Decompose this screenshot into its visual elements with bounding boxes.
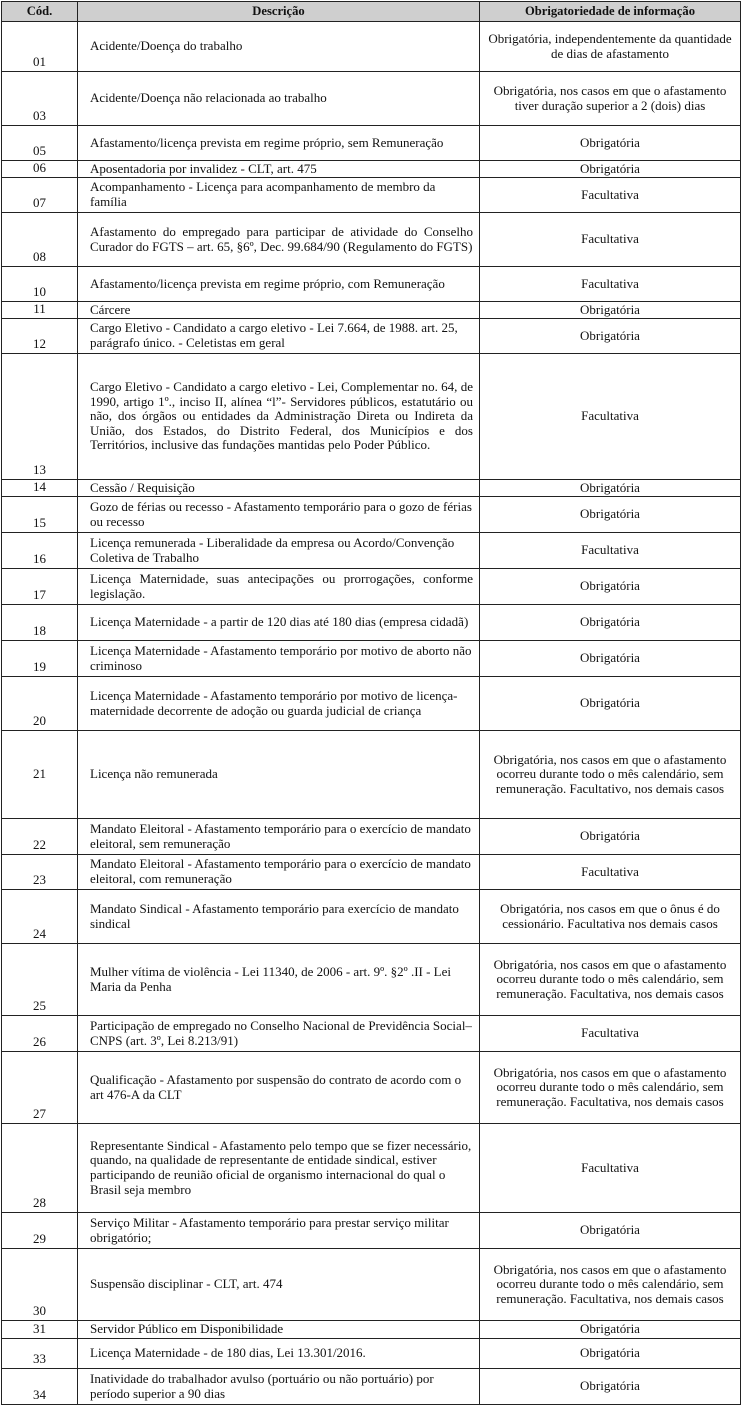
row-obligation: Facultativa bbox=[480, 855, 741, 890]
table-row bbox=[2, 1339, 741, 1369]
row-obligation: Obrigatória bbox=[480, 480, 741, 497]
row-description: Acidente/Doença do trabalho bbox=[78, 22, 480, 72]
row-obligation: Obrigatória bbox=[480, 319, 741, 354]
row-description: Suspensão disciplinar - CLT, art. 474 bbox=[78, 1249, 480, 1321]
table-row bbox=[2, 161, 741, 178]
row-description: Mandato Sindical - Afastamento temporário para exercício de mandato sindical bbox=[78, 890, 480, 944]
row-code: 12 bbox=[2, 319, 78, 354]
row-code: 34 bbox=[2, 1369, 78, 1405]
table-row bbox=[2, 126, 741, 161]
table-row bbox=[2, 569, 741, 605]
row-description: Licença Maternidade, suas antecipações ou prorrogações, conforme legislação. bbox=[78, 569, 480, 605]
table-row bbox=[2, 641, 741, 677]
table-row bbox=[2, 480, 741, 497]
row-code: 26 bbox=[2, 1016, 78, 1052]
row-obligation: Facultativa bbox=[480, 1016, 741, 1052]
row-code: 10 bbox=[2, 267, 78, 302]
row-code: 24 bbox=[2, 890, 78, 944]
row-code: 15 bbox=[2, 497, 78, 533]
table-row bbox=[2, 1369, 741, 1405]
row-description: Participação de empregado no Conselho Nacional de Previdência Social–CNPS (art. 3º, Lei 8.213/91) bbox=[78, 1016, 480, 1052]
row-obligation: Facultativa bbox=[480, 213, 741, 267]
row-code: 06 bbox=[2, 161, 78, 178]
row-obligation: Obrigatória bbox=[480, 641, 741, 677]
row-description: Mulher vítima de violência - Lei 11340, de 2006 - art. 9º. §2º .II - Lei Maria da Penha bbox=[78, 944, 480, 1016]
row-code: 33 bbox=[2, 1339, 78, 1369]
table-row bbox=[2, 319, 741, 354]
row-obligation: Obrigatória, independentemente da quantidade de dias de afastamento bbox=[480, 22, 741, 72]
row-code: 03 bbox=[2, 72, 78, 126]
header-obligation: Obrigatoriedade de informação bbox=[480, 2, 741, 22]
row-obligation: Obrigatória, nos casos em que o afastamento tiver duração superior a 2 (dois) dias bbox=[480, 72, 741, 126]
row-code: 19 bbox=[2, 641, 78, 677]
table-row bbox=[2, 605, 741, 641]
row-description: Aposentadoria por invalidez - CLT, art. 475 bbox=[78, 161, 480, 178]
row-description: Mandato Eleitoral - Afastamento temporário para o exercício de mandato eleitoral, com remuneração bbox=[78, 855, 480, 890]
row-description: Serviço Militar - Afastamento temporário para prestar serviço militar obrigatório; bbox=[78, 1213, 480, 1249]
row-obligation: Obrigatória, nos casos em que o afastamento ocorreu durante todo o mês calendário, sem remuneração. Facultativa, nos demais casos bbox=[480, 1249, 741, 1321]
row-description: Representante Sindical - Afastamento pelo tempo que se fizer necessário, quando, na qualidade de representante de entidade sindical, estiver participando de reunião oficial de organismo internacional do qual o Brasil seja membro bbox=[78, 1124, 480, 1213]
header-code: Cód. bbox=[2, 2, 78, 22]
header-row bbox=[2, 2, 741, 22]
row-obligation: Obrigatória, nos casos em que o afastamento ocorreu durante todo o mês calendário, sem remuneração. Facultativa, nos demais casos bbox=[480, 944, 741, 1016]
row-description: Cárcere bbox=[78, 302, 480, 319]
row-obligation: Obrigatória, nos casos em que o afastamento ocorreu durante todo o mês calendário, sem remuneração. Facultativo, nos demais casos bbox=[480, 731, 741, 819]
row-code: 22 bbox=[2, 819, 78, 855]
leave-codes-table bbox=[1, 1, 741, 1405]
table-row bbox=[2, 354, 741, 480]
row-code: 11 bbox=[2, 302, 78, 319]
row-code: 05 bbox=[2, 126, 78, 161]
row-code: 29 bbox=[2, 1213, 78, 1249]
row-code: 16 bbox=[2, 533, 78, 569]
row-description: Gozo de férias ou recesso - Afastamento temporário para o gozo de férias ou recesso bbox=[78, 497, 480, 533]
row-description: Licença Maternidade - a partir de 120 dias até 180 dias (empresa cidadã) bbox=[78, 605, 480, 641]
row-code: 14 bbox=[2, 480, 78, 497]
row-description: Qualificação - Afastamento por suspensão do contrato de acordo com o art 476-A da CLT bbox=[78, 1052, 480, 1124]
row-code: 17 bbox=[2, 569, 78, 605]
row-description: Afastamento do empregado para participar de atividade do Conselho Curador do FGTS – art. 65, §6º, Dec. 99.684/90 (Regulamento do FGTS) bbox=[78, 213, 480, 267]
table-row bbox=[2, 267, 741, 302]
row-code: 23 bbox=[2, 855, 78, 890]
row-obligation: Obrigatória bbox=[480, 819, 741, 855]
row-code: 07 bbox=[2, 178, 78, 213]
row-description: Servidor Público em Disponibilidade bbox=[78, 1321, 480, 1339]
row-obligation: Obrigatória bbox=[480, 126, 741, 161]
row-code: 27 bbox=[2, 1052, 78, 1124]
row-code: 30 bbox=[2, 1249, 78, 1321]
row-obligation: Obrigatória bbox=[480, 569, 741, 605]
row-description: Inatividade do trabalhador avulso (portuário ou não portuário) por período superior a 90 dias bbox=[78, 1369, 480, 1405]
row-code: 31 bbox=[2, 1321, 78, 1339]
row-code: 18 bbox=[2, 605, 78, 641]
table-row bbox=[2, 1213, 741, 1249]
row-code: 25 bbox=[2, 944, 78, 1016]
row-description: Cargo Eletivo - Candidato a cargo eletivo - Lei, Complementar no. 64, de 1990, artigo 1º., inciso II, alínea “l”- Servidores públicos, estatutário ou não, dos órgãos ou entidades da Administração Direta ou Indireta da União, dos Estados, do Distrito Federal, dos Municípios e dos Territórios, inclusive das fundações mantidas pelo Poder Público. bbox=[78, 354, 480, 480]
row-obligation: Obrigatória bbox=[480, 1321, 741, 1339]
row-description: Cargo Eletivo - Candidato a cargo eletivo - Lei 7.664, de 1988. art. 25, parágrafo único. - Celetistas em geral bbox=[78, 319, 480, 354]
row-obligation: Facultativa bbox=[480, 1124, 741, 1213]
row-obligation: Obrigatória bbox=[480, 605, 741, 641]
row-obligation: Facultativa bbox=[480, 178, 741, 213]
table-row bbox=[2, 855, 741, 890]
row-obligation: Facultativa bbox=[480, 354, 741, 480]
header-description: Descrição bbox=[78, 2, 480, 22]
row-code: 08 bbox=[2, 213, 78, 267]
table-row bbox=[2, 1249, 741, 1321]
row-code: 28 bbox=[2, 1124, 78, 1213]
row-description: Licença Maternidade - de 180 dias, Lei 13.301/2016. bbox=[78, 1339, 480, 1369]
row-description: Cessão / Requisição bbox=[78, 480, 480, 497]
row-description: Acompanhamento - Licença para acompanhamento de membro da família bbox=[78, 178, 480, 213]
row-obligation: Obrigatória bbox=[480, 1339, 741, 1369]
table-row bbox=[2, 819, 741, 855]
row-obligation: Obrigatória bbox=[480, 497, 741, 533]
row-description: Mandato Eleitoral - Afastamento temporário para o exercício de mandato eleitoral, sem remuneração bbox=[78, 819, 480, 855]
row-obligation: Facultativa bbox=[480, 267, 741, 302]
table-row bbox=[2, 497, 741, 533]
table-row bbox=[2, 302, 741, 319]
row-code: 21 bbox=[2, 731, 78, 819]
table-row bbox=[2, 890, 741, 944]
table-row bbox=[2, 1321, 741, 1339]
table-row bbox=[2, 178, 741, 213]
row-obligation: Obrigatória, nos casos em que o afastamento ocorreu durante todo o mês calendário, sem remuneração. Facultativa, nos demais casos bbox=[480, 1052, 741, 1124]
row-description: Licença não remunerada bbox=[78, 731, 480, 819]
table-row bbox=[2, 22, 741, 72]
table-row bbox=[2, 1016, 741, 1052]
row-description: Afastamento/licença prevista em regime próprio, sem Remuneração bbox=[78, 126, 480, 161]
row-description: Licença Maternidade - Afastamento temporário por motivo de licença-maternidade decorrente de adoção ou guarda judicial de criança bbox=[78, 677, 480, 731]
table-row bbox=[2, 1052, 741, 1124]
row-description: Licença remunerada - Liberalidade da empresa ou Acordo/Convenção Coletiva de Trabalho bbox=[78, 533, 480, 569]
row-code: 01 bbox=[2, 22, 78, 72]
table-row bbox=[2, 677, 741, 731]
row-obligation: Obrigatória, nos casos em que o ônus é do cessionário. Facultativa nos demais casos bbox=[480, 890, 741, 944]
table-row bbox=[2, 944, 741, 1016]
row-obligation: Facultativa bbox=[480, 533, 741, 569]
row-obligation: Obrigatória bbox=[480, 1369, 741, 1405]
table-row bbox=[2, 533, 741, 569]
row-code: 20 bbox=[2, 677, 78, 731]
row-obligation: Obrigatória bbox=[480, 1213, 741, 1249]
row-description: Licença Maternidade - Afastamento temporário por motivo de aborto não criminoso bbox=[78, 641, 480, 677]
row-code: 13 bbox=[2, 354, 78, 480]
row-obligation: Obrigatória bbox=[480, 161, 741, 178]
row-obligation: Obrigatória bbox=[480, 302, 741, 319]
table-row bbox=[2, 731, 741, 819]
row-obligation: Obrigatória bbox=[480, 677, 741, 731]
row-description: Afastamento/licença prevista em regime próprio, com Remuneração bbox=[78, 267, 480, 302]
table-row bbox=[2, 1124, 741, 1213]
table-row bbox=[2, 213, 741, 267]
table-row bbox=[2, 72, 741, 126]
row-description: Acidente/Doença não relacionada ao trabalho bbox=[78, 72, 480, 126]
